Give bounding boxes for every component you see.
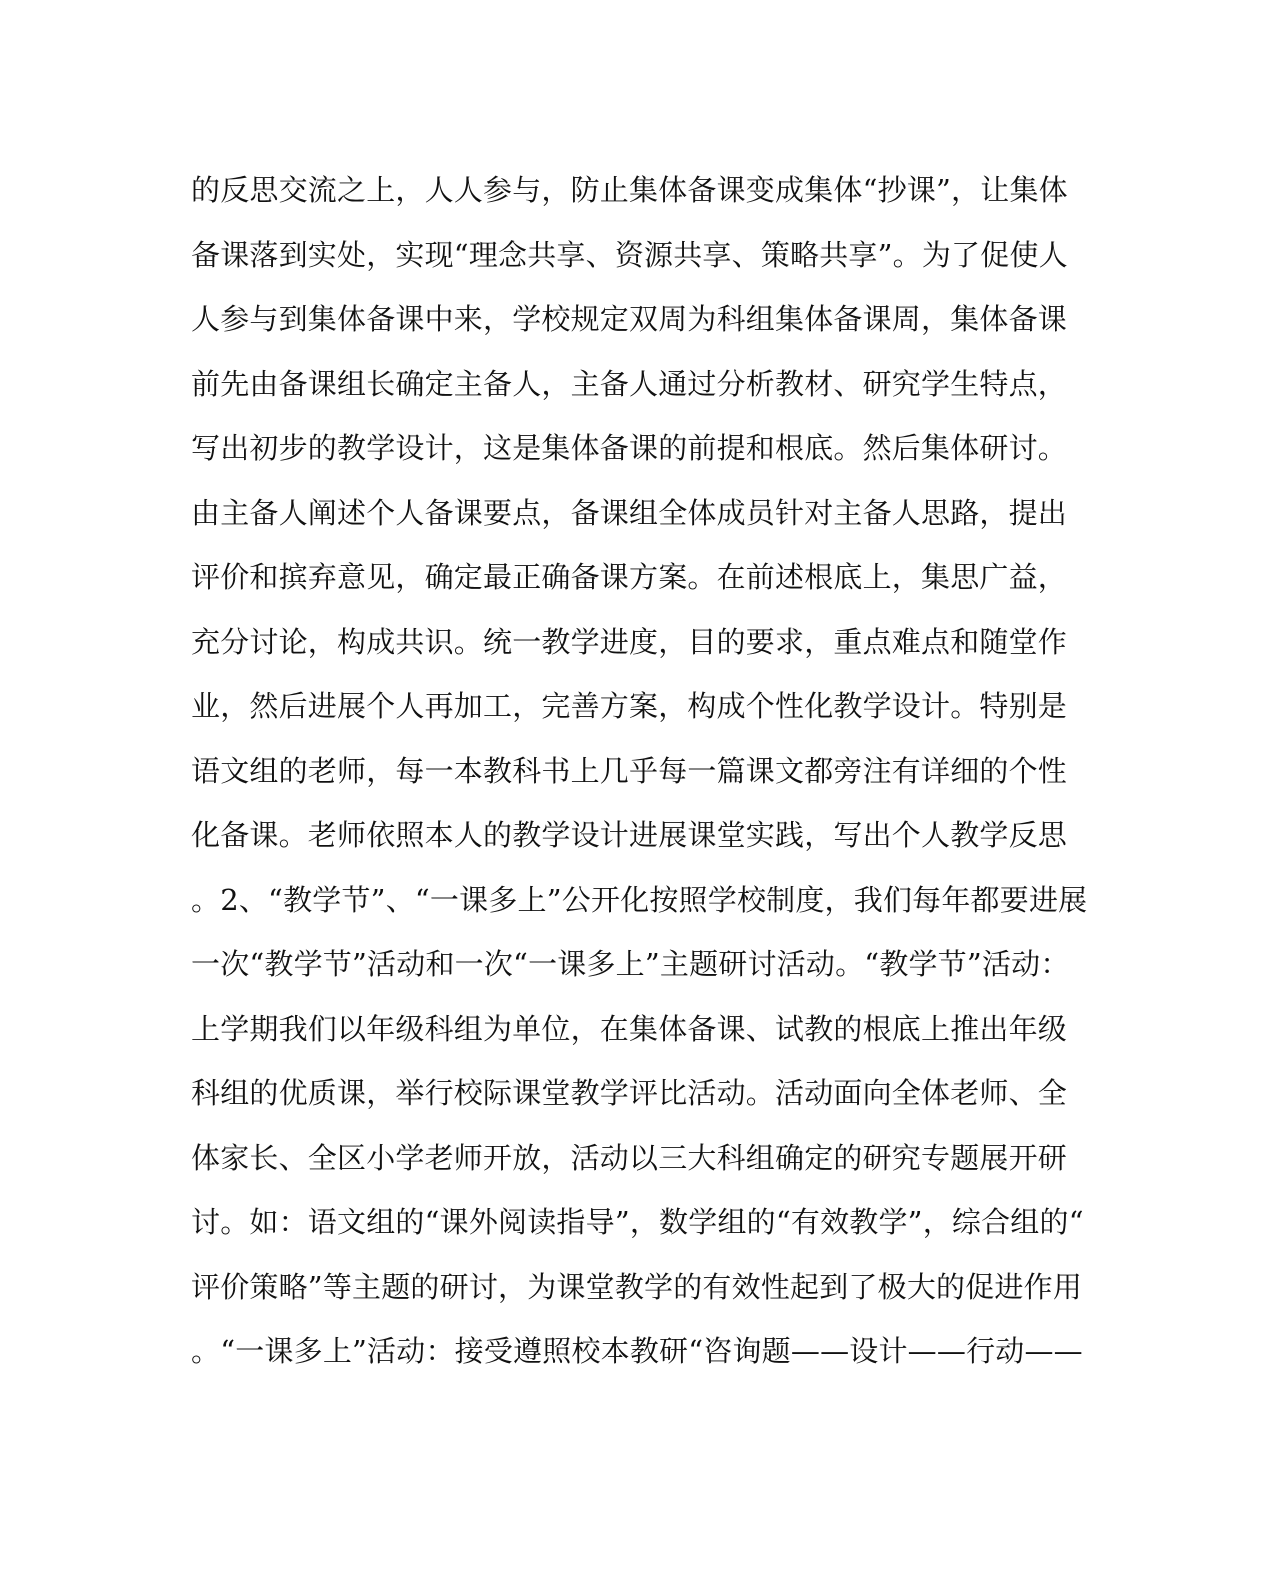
text-line: 一次“教学节”活动和一次“一课多上”主题研讨活动。“教学节”活动： xyxy=(191,947,1070,981)
text-line: 讨。如：语文组的“课外阅读指导”，数学组的“有效教学”，综合组的“ xyxy=(191,1205,1084,1239)
text-line: 体家长、全区小学老师开放，活动以三大科组确定的研究专题展开研 xyxy=(191,1140,1068,1175)
text-line: 备课落到实处，实现“理念共享、资源共享、策略共享”。为了促使人 xyxy=(191,237,1068,272)
text-line: 业，然后进展个人再加工，完善方案，构成个性化教学设计。特别是 xyxy=(191,689,1068,723)
text-line: 语文组的老师，每一本教科书上几乎每一篇课文都旁注有详细的个性 xyxy=(191,753,1068,788)
text-line: 由主备人阐述个人备课要点，备课组全体成员针对主备人思路，提出 xyxy=(191,495,1068,530)
text-line: 充分讨论，构成共识。统一教学进度，目的要求，重点难点和随堂作 xyxy=(191,624,1068,659)
text-line: 人参与到集体备课中来，学校规定双周为科组集体备课周，集体备课 xyxy=(191,302,1068,336)
text-line: 前先由备课组长确定主备人，主备人通过分析教材、研究学生特点， xyxy=(191,366,1068,401)
text-line: 的反思交流之上，人人参与，防止集体备课变成集体“抄课”，让集体 xyxy=(191,173,1068,207)
body-text xyxy=(191,158,1091,1384)
text-line: 写出初步的教学设计，这是集体备课的前提和根底。然后集体研讨。 xyxy=(191,431,1068,465)
text-line: 。2、“教学节”、“一课多上”公开化按照学校制度，我们每年都要进展 xyxy=(191,882,1088,917)
text-line: 上学期我们以年级科组为单位，在集体备课、试教的根底上推出年级 xyxy=(191,1011,1068,1046)
text-line: 科组的优质课，举行校际课堂教学评比活动。活动面向全体老师、全 xyxy=(191,1076,1068,1110)
text-line: 。“一课多上”活动：接受遵照校本教研“咨询题——设计——行动—— xyxy=(191,1334,1083,1368)
text-line: 评价和摈弃意见，确定最正确备课方案。在前述根底上，集思广益， xyxy=(191,560,1068,594)
text-line: 化备课。老师依照本人的教学设计进展课堂实践，写出个人教学反思 xyxy=(191,818,1068,852)
text-line: 评价策略”等主题的研讨，为课堂教学的有效性起到了极大的促进作用 xyxy=(191,1269,1083,1304)
